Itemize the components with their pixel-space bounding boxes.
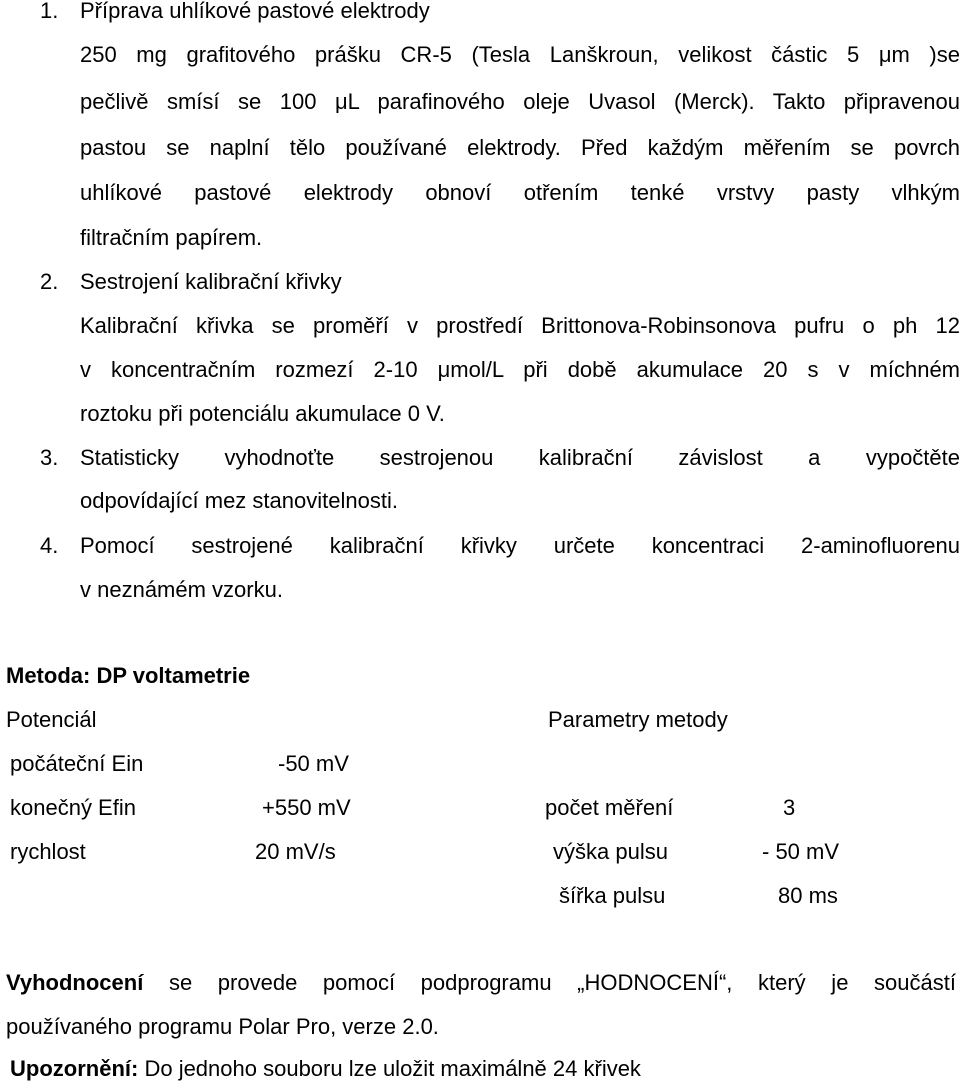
section-3-number: 3. — [40, 445, 59, 470]
potential-label: počáteční Ein — [10, 751, 144, 776]
parameter-value: 3 — [783, 795, 796, 820]
evaluation-line — [6, 970, 956, 996]
section-4-line: Pomocí sestrojené kalibrační křivky určete koncentraci 2-aminofluorenu — [80, 533, 960, 558]
section-1-line: pastou se naplní tělo používané elektrody. Před každým měřením se povrch — [80, 135, 960, 160]
section-1-title: Příprava uhlíkové pastové elektrody — [80, 0, 430, 23]
evaluation-text: se provede pomocí podprogramu „HODNOCENÍ“, který je součástí — [168, 970, 956, 995]
section-2-line: v koncentračním rozmezí 2-10 μmol/L při době akumulace 20 s v míchném — [80, 357, 960, 382]
potential-header: Potenciál — [6, 707, 97, 732]
potential-value: -50 mV — [278, 751, 349, 776]
parameter-label: počet měření — [545, 795, 674, 820]
evaluation-bold: Vyhodnocení — [6, 970, 144, 995]
potential-label: konečný Efin — [10, 795, 136, 820]
section-2-line: Kalibrační křivka se proměří v prostředí Brittonova-Robinsonova pufru o ph 12 — [80, 313, 960, 338]
evaluation-line-2: používaného programu Polar Pro, verze 2.0. — [6, 1014, 439, 1039]
parameter-value: 80 ms — [778, 883, 838, 908]
section-1-line: uhlíkové pastové elektrody obnoví otřením tenké vrstvy pasty vlhkým — [80, 180, 960, 205]
potential-label: rychlost — [10, 839, 86, 864]
section-3-line: Statisticky vyhodnoťte sestrojenou kalibrační závislost a vypočtěte — [80, 445, 960, 470]
parameter-label: výška pulsu — [553, 839, 668, 864]
section-2-number: 2. — [40, 269, 59, 294]
section-4-number: 4. — [40, 533, 59, 558]
section-1-line: filtračním papírem. — [80, 225, 263, 250]
section-2-line: roztoku při potenciálu akumulace 0 V. — [80, 401, 445, 426]
section-1-line: pečlivě smísí se 100 μL parafinového oleje Uvasol (Merck). Takto připravenou — [80, 89, 960, 114]
warning-line — [10, 1056, 641, 1082]
parameter-value: - 50 mV — [762, 839, 840, 864]
parameter-label: šířka pulsu — [559, 883, 666, 908]
potential-value: +550 mV — [262, 795, 351, 820]
section-2-title: Sestrojení kalibrační křivky — [80, 269, 342, 294]
warning-bold: Upozornění: — [10, 1056, 139, 1081]
section-3-line: odpovídající mez stanovitelnosti. — [80, 488, 398, 513]
method-heading: Metoda: DP voltametrie — [6, 663, 251, 688]
section-1-line: 250 mg grafitového prášku CR-5 (Tesla Lanškroun, velikost částic 5 μm )se — [80, 42, 960, 67]
parameters-header: Parametry metody — [548, 707, 728, 732]
section-1-number: 1. — [40, 0, 59, 23]
warning-text: Do jednoho souboru lze uložit maximálně 24 křivek — [144, 1056, 641, 1081]
potential-value: 20 mV/s — [255, 839, 336, 864]
section-4-line: v neznámém vzorku. — [80, 577, 283, 602]
